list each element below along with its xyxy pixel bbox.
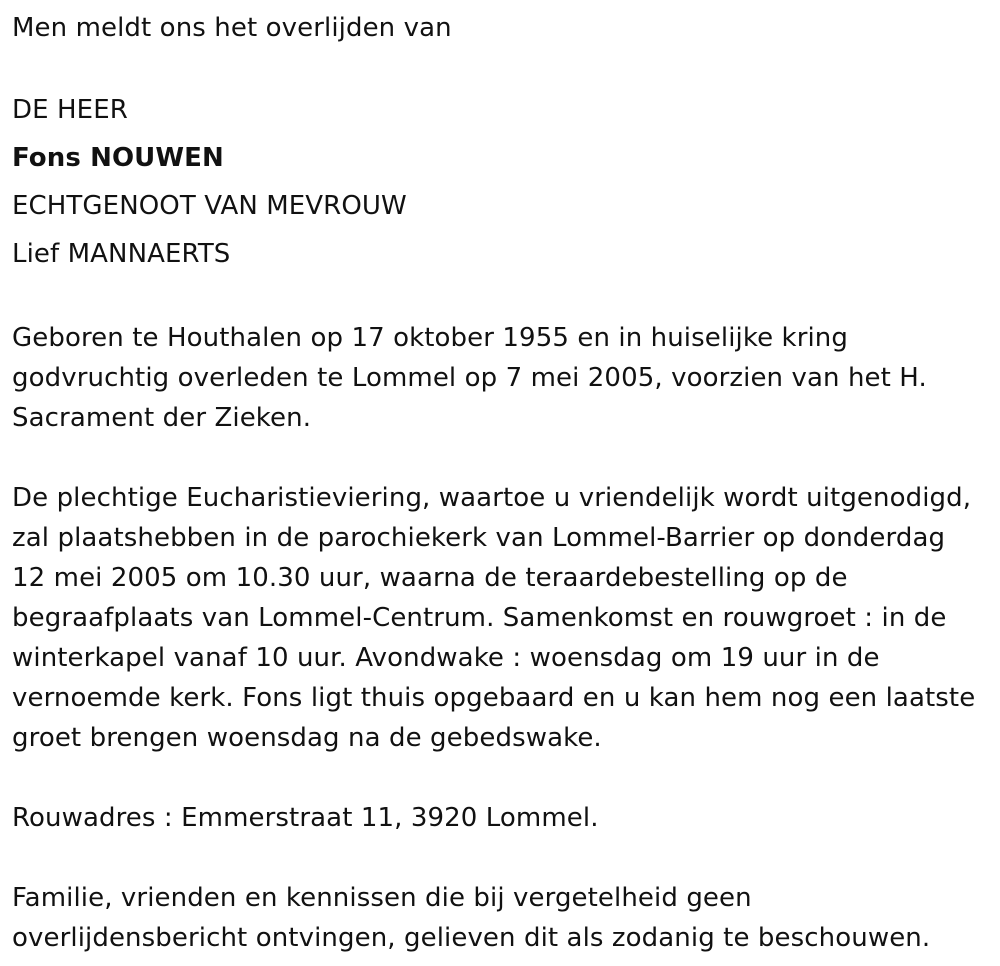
title-text: DE HEER [12,95,128,125]
intro-text: Men meldt ons het overlijden van [12,13,452,43]
paragraph-line: Familie, vrienden en kennissen die bij vergetelheid geen [12,883,752,913]
paragraph-line: overlijdensbericht ontvingen, gelieven dit als zodanig te beschouwen. [12,923,931,953]
spacer [12,48,997,86]
paragraph-line: godvruchtig overleden te Lommel op 7 mei 2005, voorzien van het H. [12,363,927,393]
closing-paragraph [12,878,997,958]
spacer [12,758,997,798]
paragraph-line: zal plaatshebben in de parochiekerk van Lommel-Barrier op donderdag [12,523,946,553]
spouse-label: ECHTGENOOT VAN MEVROUW [12,191,407,221]
paragraph-line: 12 mei 2005 om 10.30 uur, waarna de teraardebestelling op de [12,563,848,593]
deceased-name: Fons NOUWEN [12,143,224,173]
paragraph-line: De plechtige Eucharistieviering, waartoe u vriendelijk wordt uitgenodigd, [12,483,972,513]
paragraph-line: winterkapel vanaf 10 uur. Avondwake : woensdag om 19 uur in de [12,643,880,673]
spacer [12,438,997,478]
paragraph-line: Sacrament der Zieken. [12,403,312,433]
paragraph-line: begraafplaats van Lommel-Centrum. Samenkomst en rouwgroet : in de [12,603,947,633]
paragraph-line: Geboren te Houthalen op 17 oktober 1955 en in huiselijke kring [12,323,848,353]
birth-paragraph [12,318,997,438]
spacer [12,278,997,318]
mourning-address: Rouwadres : Emmerstraat 11, 3920 Lommel. [12,803,599,833]
paragraph-line: groet brengen woensdag na de gebedswake. [12,723,602,753]
obituary-notice [12,8,997,958]
spacer [12,838,997,878]
spouse-name: Lief MANNAERTS [12,239,231,269]
ceremony-paragraph [12,478,997,758]
paragraph-line: vernoemde kerk. Fons ligt thuis opgebaard en u kan hem nog een laatste [12,683,976,713]
